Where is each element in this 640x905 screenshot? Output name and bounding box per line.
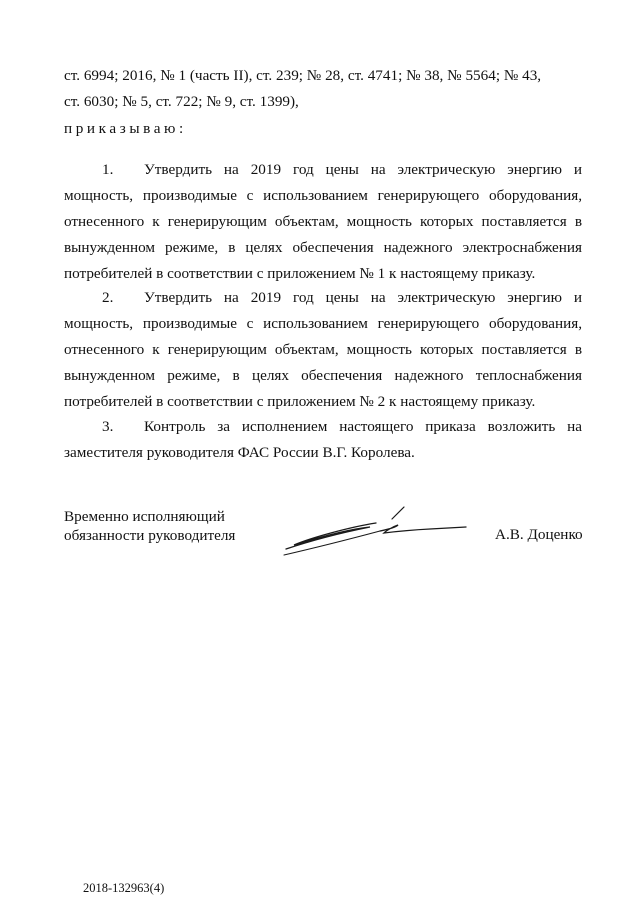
position-line-2: обязанности руководителя [64,527,236,544]
item-number: 2. [102,289,114,307]
signatory-position [64,507,235,545]
handwritten-signature [280,505,470,565]
intro-line-2: ст. 6030; № 5, ст. 722; № 9, ст. 1399), [64,93,299,110]
signatory-name: А.В. Доценко [495,526,583,543]
order-item-1 [64,157,582,287]
document-number: 2018-132963(4) [83,881,165,895]
position-line-1: Временно исполняющий [64,508,225,525]
order-word: приказываю: [64,120,187,137]
order-item-3 [64,414,582,466]
item-text: Утвердить на 2019 год цены на электрическую энергию и мощность, производимые с использованием генерирующего оборудования, отнесенного к генерирующим объектам, мощность которых поставляется в вынужденном режиме, в целях обеспечения надежного теплоснабжения потребителей в соответствии с приложением № 2 к настоящему приказу. [64,289,582,411]
item-text: Утвердить на 2019 год цены на электрическую энергию и мощность, производимые с использованием генерирующего оборудования, отнесенного к генерирующим объектам, мощность которых поставляется в вынужденном режиме, в целях обеспечения надежного электроснабжения потребителей в соответствии с приложением № 1 к настоящему приказу. [64,161,582,283]
order-item-2 [64,285,582,415]
intro-paragraph [64,63,582,115]
item-number: 3. [102,418,114,436]
item-number: 1. [102,161,114,179]
intro-line-1: ст. 6994; 2016, № 1 (часть II), ст. 239; № 28, ст. 4741; № 38, № 5564; № 43, [64,67,542,84]
item-text: Контроль за исполнением настоящего приказа возложить на заместителя руководителя ФАС России В.Г. Королева. [64,418,582,462]
